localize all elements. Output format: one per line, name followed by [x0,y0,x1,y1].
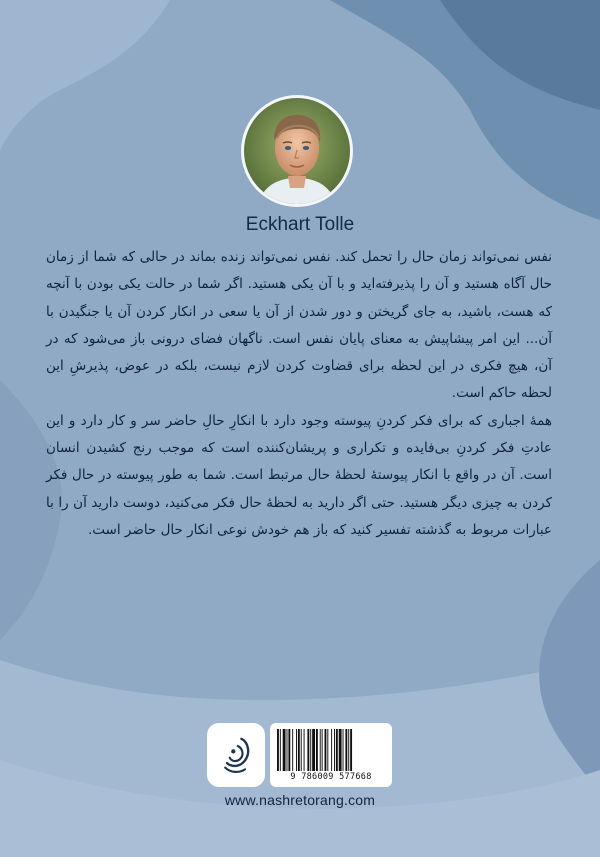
author-photo [241,95,353,207]
publisher-website: www.nashretorang.com [224,792,376,808]
author-name: Eckhart Tolle [245,214,355,235]
blurb-paragraph: نفس نمی‌تواند زمان حال را تحمل کند. نفس نمی‌تواند زنده بماند در حالی که شما از زمان حال آگاه هستید و آن را پذیرفته‌اید و با آن یکی هستید. اگر شما در حالت یکی بودن با آنچه که هست، باشید، به جای گریختن و دور شدن از آن یا سعی در انکار کردن آن یا جنگیدن با آن... این امر پیشاپیش به معنای پایان نفس است. ناگهان فضای درونی باز می‌شود که در آن، هیچ فکری در این لحظه برای قضاوت کردن لازم نیست، بلکه در عوض، پذیرشِ این لحظه حاکم است. [46,249,552,402]
isbn-number: 9 786009 577668 [290,772,372,782]
publisher-logo [207,723,265,787]
publisher-logo-icon [218,733,254,777]
barcode-bars [276,729,386,771]
isbn-barcode [270,723,392,787]
blurb-paragraph: همهٔ اجباری که برای فکر کردنِ پیوسته وجود دارد با انکارِ حالِ حاضر سر و کار دارد و این عادتِ فکر کردنِ بی‌فایده و تکراری و پریشان‌کننده است که موجب رنج کشیدن انسان است. آن در واقع با انکار پیوستهٔ لحظهٔ حال مرتبط است. شما به طور پیوسته در حال فکر کردن به چیزی دیگر هستید. حتی اگر دارید به لحظهٔ حال فکر می‌کنید، دوست دارید آن را با عبارات مربوط به گذشته تفسیر کنید که باز هم خودش نوعی انکار حال حاضر است. [46,412,552,538]
blurb-text [46,244,552,544]
